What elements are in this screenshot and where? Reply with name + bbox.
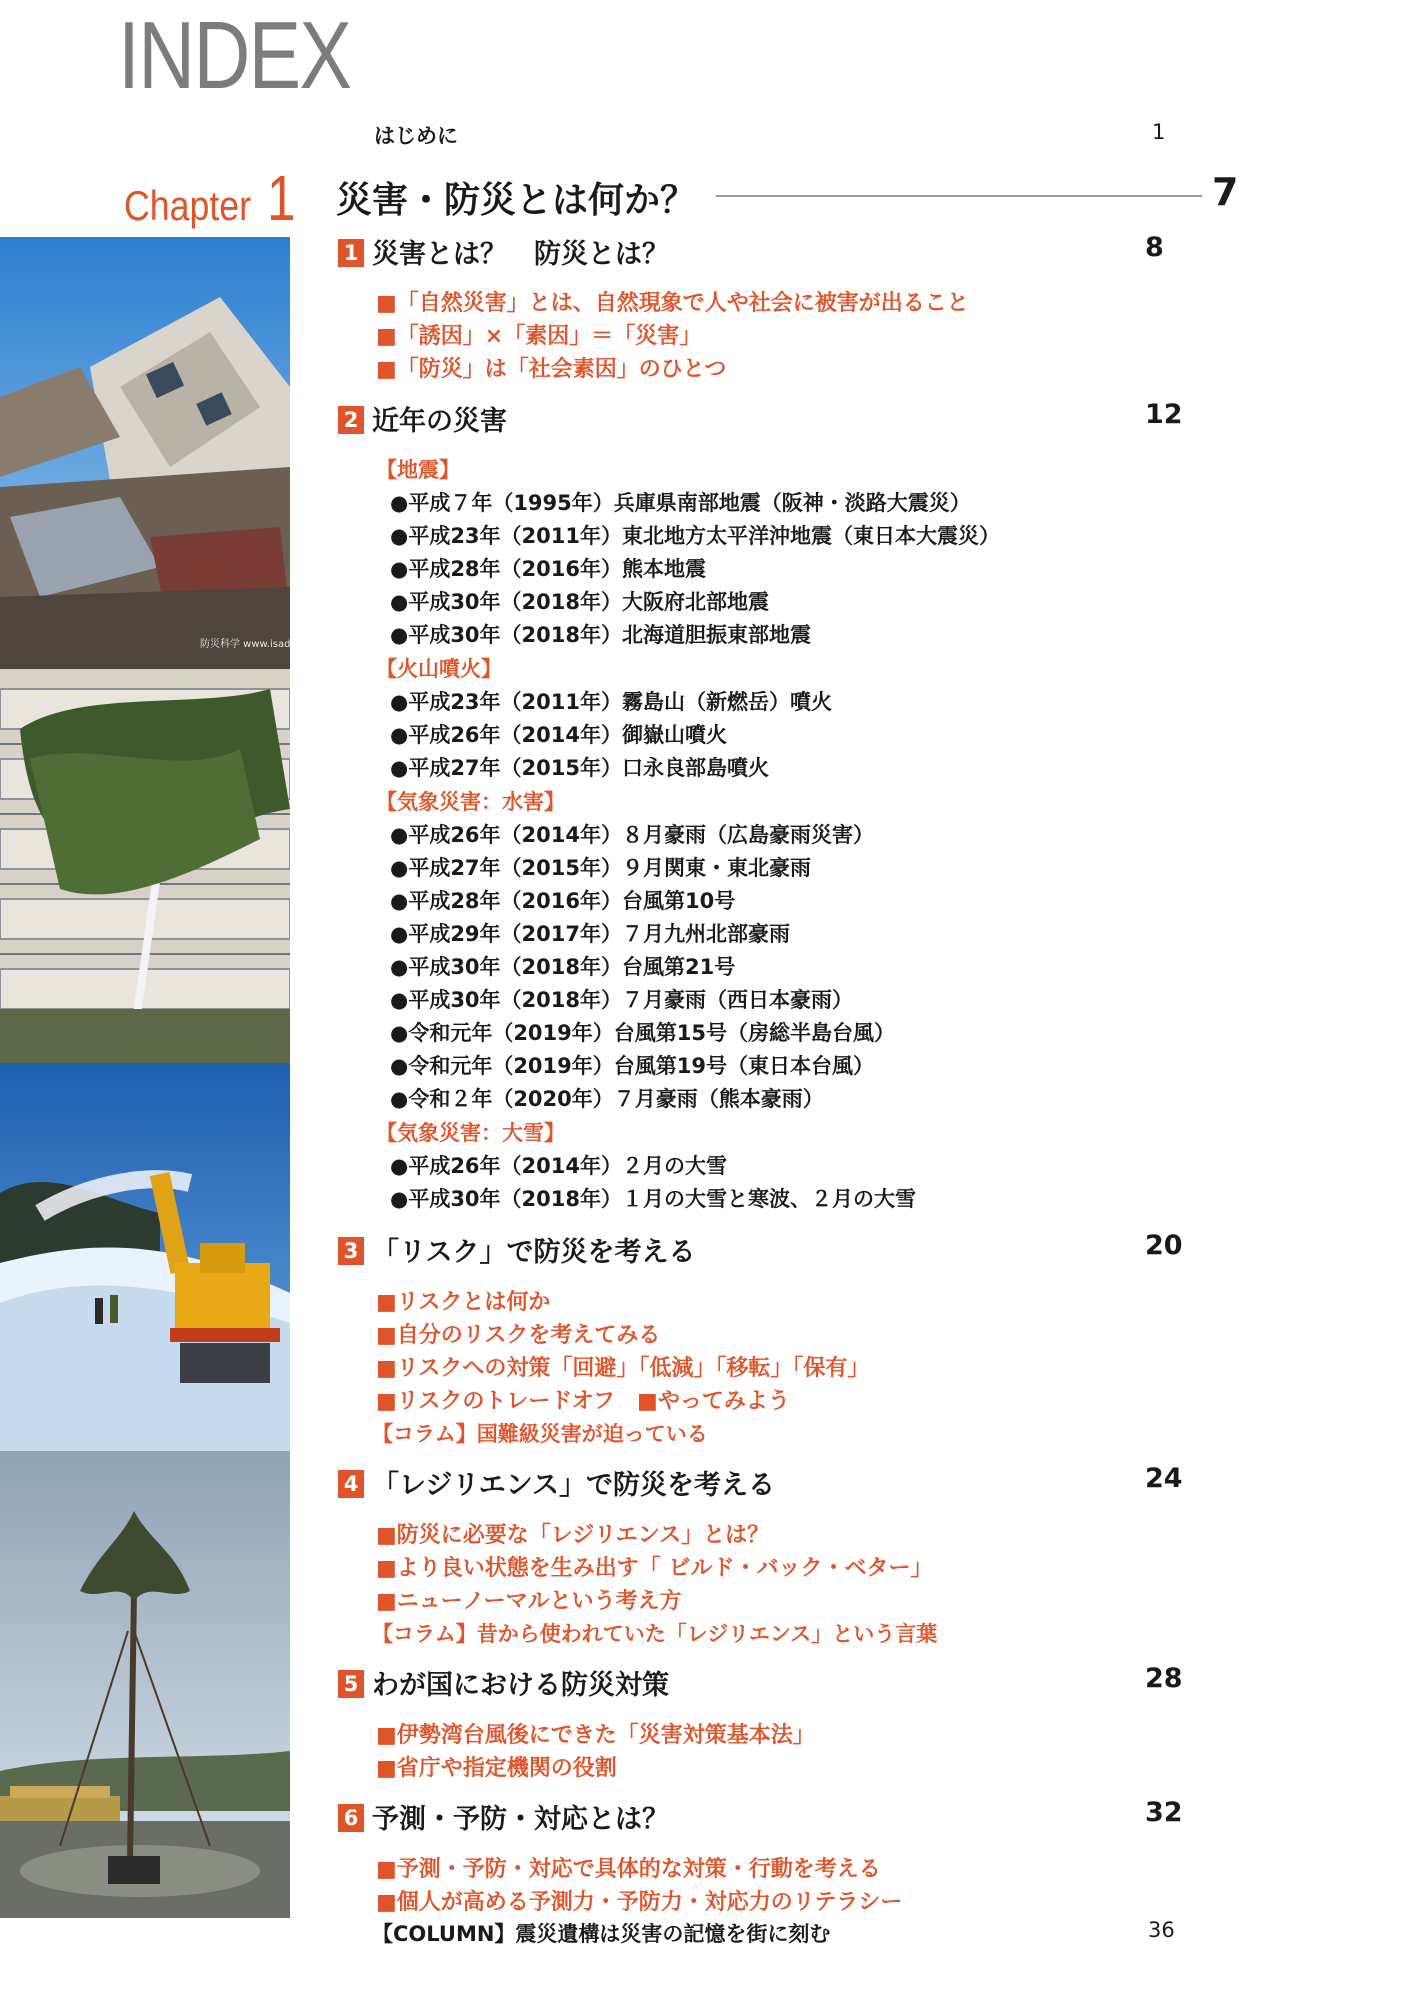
event-item: ●令和元年（2019年）台風第19号（東日本台風） bbox=[390, 1054, 874, 1078]
category-volcano: 【火山噴火】 bbox=[376, 657, 502, 681]
section-5-page: 28 bbox=[1145, 1663, 1183, 1694]
event-item: ●平成23年（2011年）霧島山（新燃岳）噴火 bbox=[390, 690, 832, 714]
section-4-page: 24 bbox=[1145, 1463, 1183, 1494]
section-1-sub-3[interactable]: ■「防災」は「社会素因」のひとつ bbox=[376, 357, 727, 382]
section-3-sub-4[interactable]: ■リスクのトレードオフ ■やってみよう bbox=[376, 1389, 790, 1414]
section-2-title: 近年の災害 bbox=[372, 406, 507, 437]
section-6-heading[interactable] bbox=[338, 1797, 669, 1836]
section-3-column[interactable]: 【コラム】国難級災害が迫っている bbox=[372, 1422, 708, 1446]
section-6-sub-1[interactable]: ■予測・予防・対応で具体的な対策・行動を考える bbox=[376, 1857, 881, 1882]
section-3-page: 20 bbox=[1145, 1230, 1183, 1261]
category-snow: 【気象災害：大雪】 bbox=[376, 1121, 565, 1145]
section-4-sub-1[interactable]: ■防災に必要な「レジリエンス」とは？ bbox=[376, 1523, 770, 1548]
event-item: ●平成７年（1995年）兵庫県南部地震（阪神・淡路大震災） bbox=[390, 491, 971, 515]
event-item: ●平成28年（2016年）台風第10号 bbox=[390, 889, 736, 913]
section-4-heading[interactable] bbox=[338, 1463, 775, 1502]
section-5-number: 5 bbox=[338, 1670, 364, 1698]
section-4-sub-2[interactable]: ■より良い状態を生み出す「 ビルド・バック・ベター」 bbox=[376, 1556, 933, 1581]
section-1-title: 災害とは？ 防災とは？ bbox=[372, 239, 669, 270]
section-3-sub-3[interactable]: ■リスクへの対策「回避」「低減」「移転」「保有」 bbox=[376, 1356, 870, 1381]
section-1-sub-2[interactable]: ■「誘因」×「素因」＝「災害」 bbox=[376, 324, 702, 349]
section-6-column-page: 36 bbox=[1148, 1918, 1175, 1942]
section-4-column[interactable]: 【コラム】昔から使われていた「レジリエンス」という言葉 bbox=[372, 1622, 938, 1646]
section-3-title: 「リスク」で防災を考える bbox=[372, 1237, 696, 1268]
section-4-number: 4 bbox=[338, 1470, 364, 1498]
event-item: ●平成23年（2011年）東北地方太平洋沖地震（東日本大震災） bbox=[390, 524, 1000, 548]
intro-label[interactable]: はじめに bbox=[374, 124, 458, 148]
event-item: ●平成27年（2015年）９月関東・東北豪雨 bbox=[390, 856, 811, 880]
event-item: ●平成28年（2016年）熊本地震 bbox=[390, 557, 706, 581]
snow-removal-photo bbox=[0, 1063, 290, 1451]
photo-credit: 防災科学 www.isad bbox=[200, 639, 290, 650]
chapter-number: 1 bbox=[267, 162, 296, 234]
event-item: ●令和２年（2020年）７月豪雨（熊本豪雨） bbox=[390, 1087, 824, 1111]
section-2-heading[interactable] bbox=[338, 399, 507, 438]
section-2-number: 2 bbox=[338, 406, 364, 434]
section-5-title: わが国における防災対策 bbox=[372, 1670, 669, 1701]
event-item: ●平成30年（2018年）台風第21号 bbox=[390, 955, 736, 979]
section-3-number: 3 bbox=[338, 1237, 364, 1265]
section-6-number: 6 bbox=[338, 1804, 364, 1832]
section-5-heading[interactable] bbox=[338, 1663, 669, 1702]
typhoon-damage-photo bbox=[0, 669, 290, 1063]
event-item: ●平成30年（2018年）１月の大雪と寒波、２月の大雪 bbox=[390, 1187, 916, 1211]
miracle-pine-memorial-photo bbox=[0, 1451, 290, 1918]
event-item: ●平成30年（2018年）大阪府北部地震 bbox=[390, 590, 769, 614]
section-1-heading[interactable] bbox=[338, 232, 669, 271]
chapter-leader-line bbox=[716, 195, 1202, 197]
chapter-page-number: 7 bbox=[1212, 170, 1239, 214]
category-earthquake: 【地震】 bbox=[376, 458, 460, 482]
section-1-page: 8 bbox=[1145, 232, 1164, 263]
section-4-title: 「レジリエンス」で防災を考える bbox=[372, 1470, 775, 1501]
section-2-page: 12 bbox=[1145, 399, 1183, 430]
chapter-label bbox=[124, 162, 303, 234]
event-item: ●平成30年（2018年）７月豪雨（西日本豪雨） bbox=[390, 988, 853, 1012]
index-title: INDEX bbox=[118, 2, 351, 109]
event-item: ●令和元年（2019年）台風第15号（房総半島台風） bbox=[390, 1021, 895, 1045]
section-3-heading[interactable] bbox=[338, 1230, 695, 1269]
event-item: ●平成26年（2014年）２月の大雪 bbox=[390, 1154, 727, 1178]
event-item: ●平成27年（2015年）口永良部島噴火 bbox=[390, 756, 769, 780]
section-6-column[interactable]: 【COLUMN】震災遺構は災害の記憶を街に刻む bbox=[372, 1922, 831, 1946]
section-4-sub-3[interactable]: ■ニューノーマルという考え方 bbox=[376, 1589, 682, 1614]
intro-page-number: 1 bbox=[1152, 120, 1166, 144]
chapter-title[interactable]: 災害・防災とは何か？ bbox=[336, 180, 697, 221]
section-6-sub-2[interactable]: ■個人が高める予測力・予防力・対応力のリテラシー bbox=[376, 1890, 903, 1915]
section-5-sub-2[interactable]: ■省庁や指定機関の役割 bbox=[376, 1756, 617, 1781]
event-item: ●平成26年（2014年）御嶽山噴火 bbox=[390, 723, 727, 747]
event-item: ●平成29年（2017年）７月九州北部豪雨 bbox=[390, 922, 790, 946]
section-1-sub-1[interactable]: ■「自然災害」とは、自然現象で人や社会に被害が出ること bbox=[376, 291, 969, 316]
category-flood: 【気象災害：水害】 bbox=[376, 790, 565, 814]
section-6-page: 32 bbox=[1145, 1797, 1183, 1828]
section-3-sub-1[interactable]: ■リスクとは何か bbox=[376, 1290, 551, 1315]
event-item: ●平成26年（2014年）８月豪雨（広島豪雨災害） bbox=[390, 823, 874, 847]
section-3-sub-2[interactable]: ■自分のリスクを考えてみる bbox=[376, 1323, 661, 1348]
section-6-title: 予測・予防・対応とは？ bbox=[372, 1804, 669, 1835]
earthquake-photo bbox=[0, 237, 290, 669]
chapter-word: Chapter bbox=[124, 182, 252, 229]
section-5-sub-1[interactable]: ■伊勢湾台風後にできた「災害対策基本法」 bbox=[376, 1723, 815, 1748]
event-item: ●平成30年（2018年）北海道胆振東部地震 bbox=[390, 623, 811, 647]
section-1-number: 1 bbox=[338, 239, 364, 267]
